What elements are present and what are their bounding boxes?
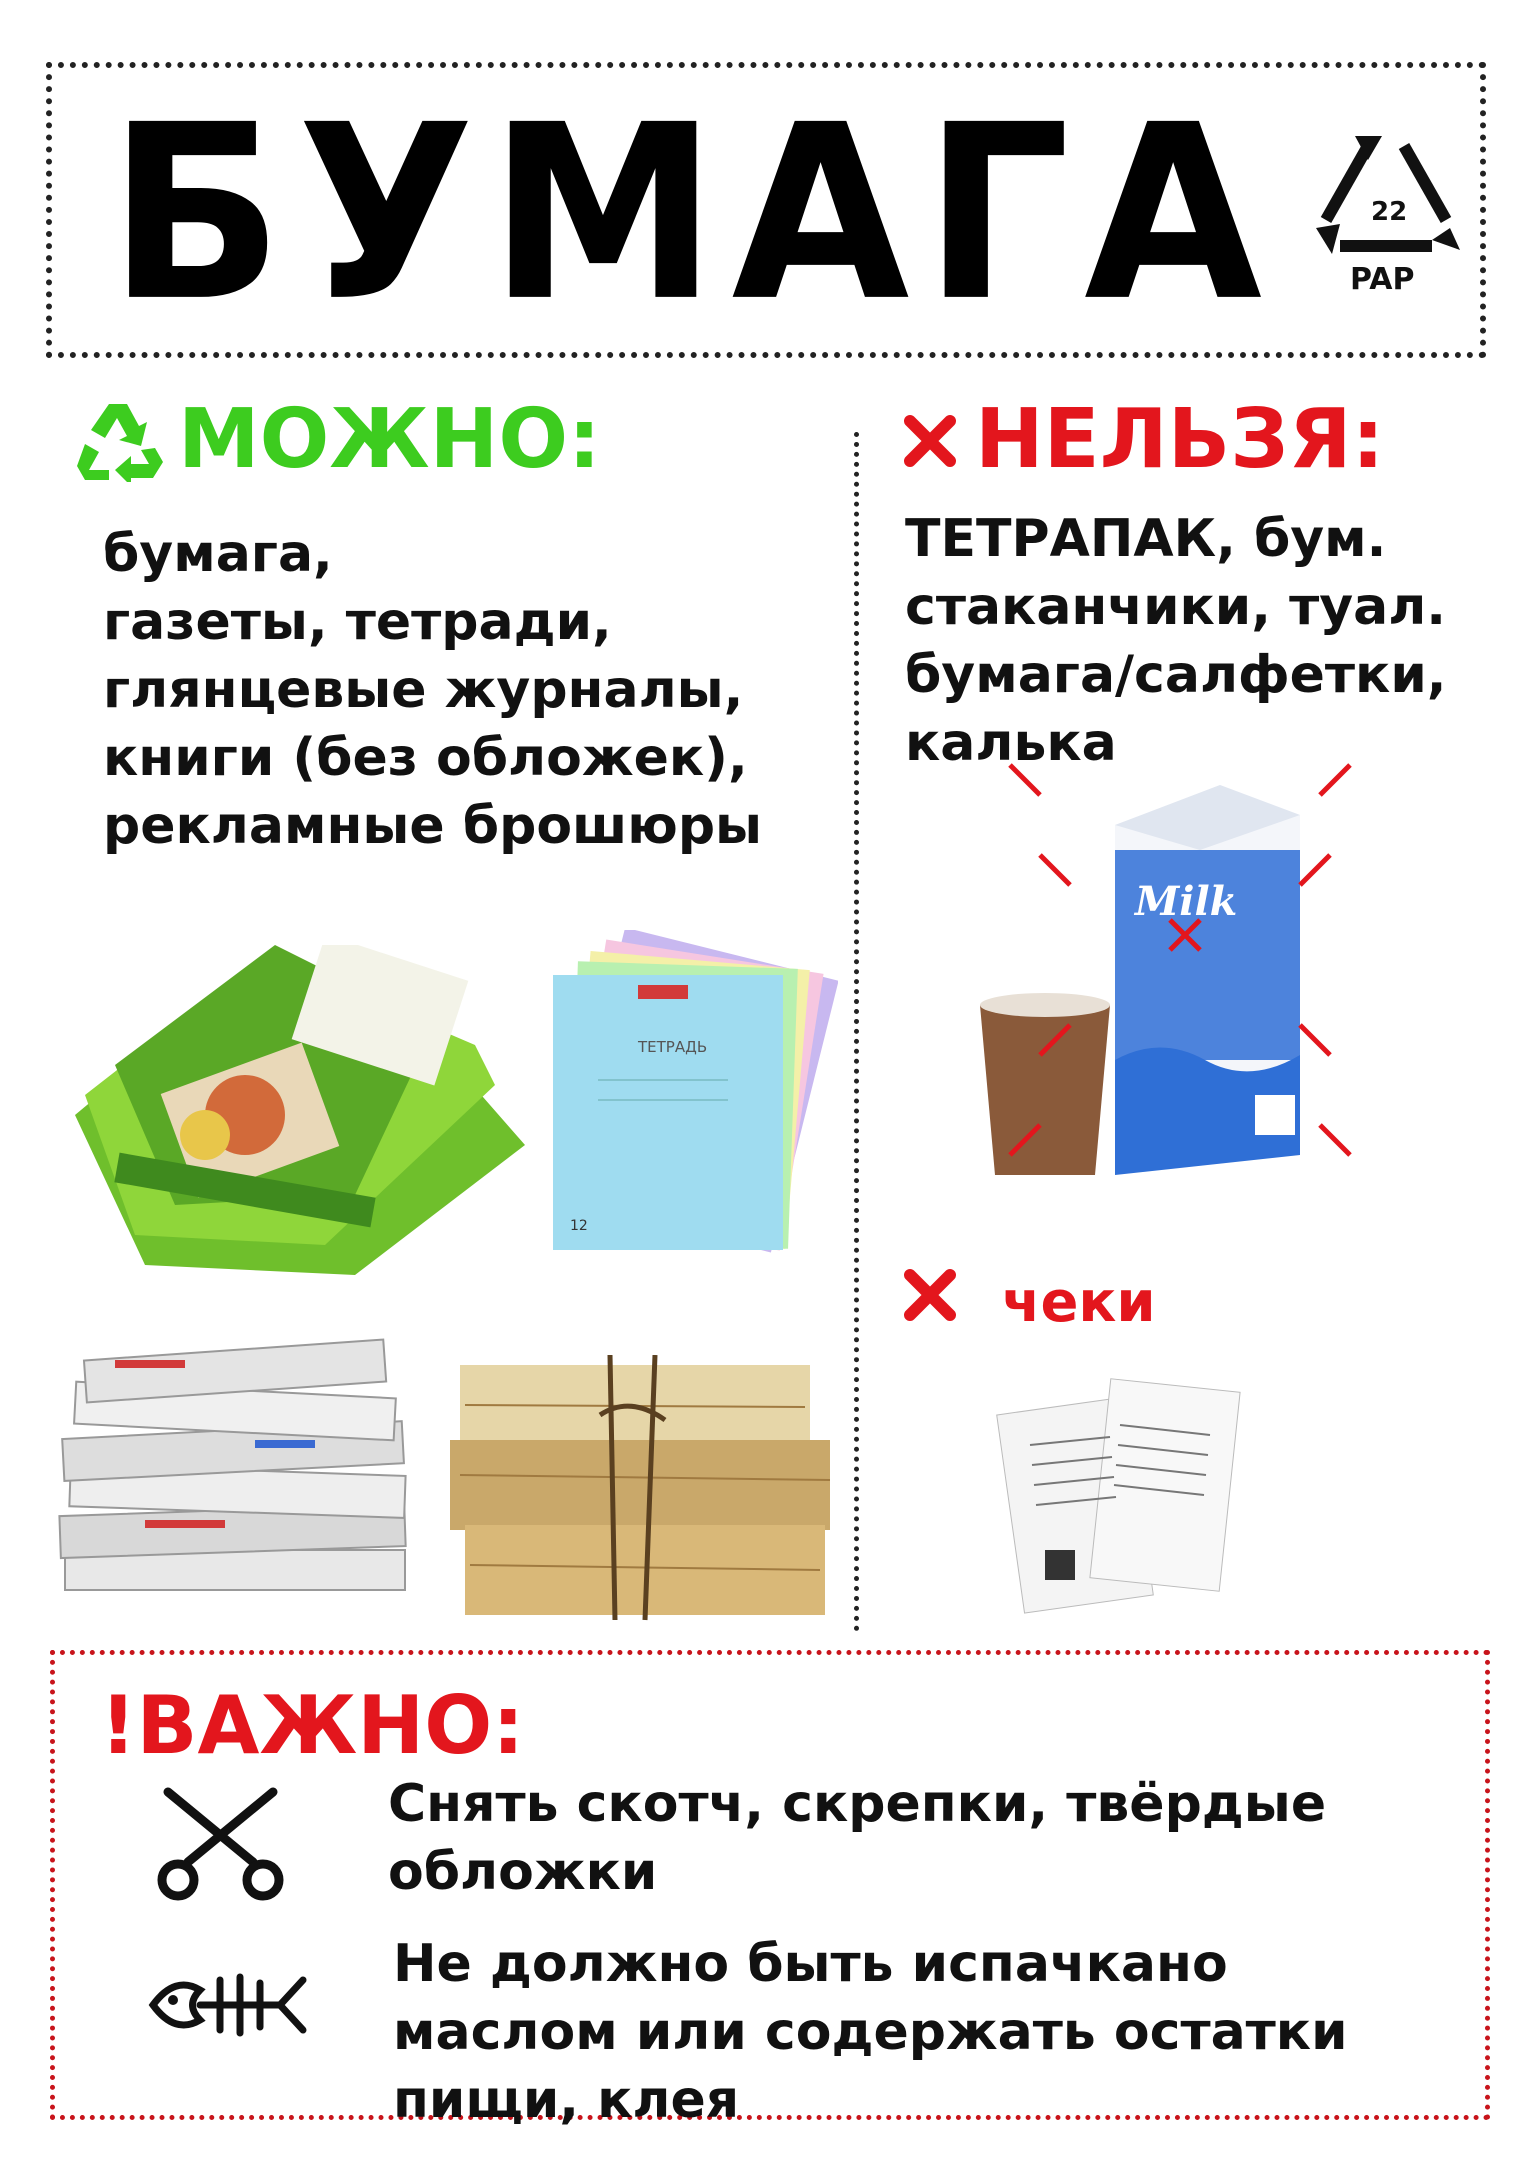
rule-remove-tape (388, 1770, 1326, 1906)
receipts-image (990, 1365, 1260, 1615)
list-item: глянцевые журналы, (103, 660, 744, 720)
receipts-label: чеки (1002, 1270, 1156, 1335)
list-item: бумага, (103, 524, 333, 584)
svg-text:Milk: Milk (1135, 878, 1238, 925)
list-item: стаканчики, туал. (905, 577, 1447, 637)
list-item: бумага/салфетки, (905, 645, 1447, 705)
column-divider (854, 432, 859, 1632)
list-item: калька (905, 713, 1117, 773)
rule-line: обложки (388, 1842, 658, 1902)
recycle-icon (75, 400, 165, 482)
rule-line: маслом или содержать остатки (393, 2002, 1348, 2062)
cross-icon (902, 1267, 958, 1323)
brochures-image (55, 945, 535, 1295)
cross-icon (902, 413, 958, 469)
notebooks-image (528, 930, 838, 1260)
list-item: газеты, тетради, (103, 592, 612, 652)
scissors-icon (148, 1782, 293, 1902)
fish-bone-icon (145, 1955, 310, 2055)
rule-line: пищи, клея (393, 2070, 740, 2130)
list-item: книги (без обложек), (103, 728, 748, 788)
list-item: рекламные брошюры (103, 796, 763, 856)
allowed-heading: МОЖНО: (178, 392, 601, 487)
old-books-image (440, 1355, 840, 1625)
newspapers-image (55, 1330, 415, 1600)
svg-text:12: 12 (570, 1218, 588, 1234)
svg-text:ТЕТРАДЬ: ТЕТРАДЬ (638, 1038, 708, 1056)
forbidden-heading: НЕЛЬЗЯ: (975, 392, 1385, 487)
page-title: БУМАГА (108, 74, 1277, 355)
important-heading: !ВАЖНО: (100, 1679, 525, 1772)
list-item: ТЕТРАПАК, бум. (905, 509, 1387, 569)
recycling-code-label: PAP (1350, 262, 1415, 297)
forbidden-list (905, 505, 1447, 777)
rule-line: Снять скотч, скрепки, твёрдые (388, 1774, 1327, 1834)
rule-line: Не должно быть испачкано (393, 1934, 1228, 1994)
recycling-number: 22 (1371, 197, 1408, 227)
rule-no-food-stains (393, 1930, 1348, 2134)
allowed-list (103, 520, 762, 860)
cup-and-milk-carton-image (960, 755, 1400, 1195)
